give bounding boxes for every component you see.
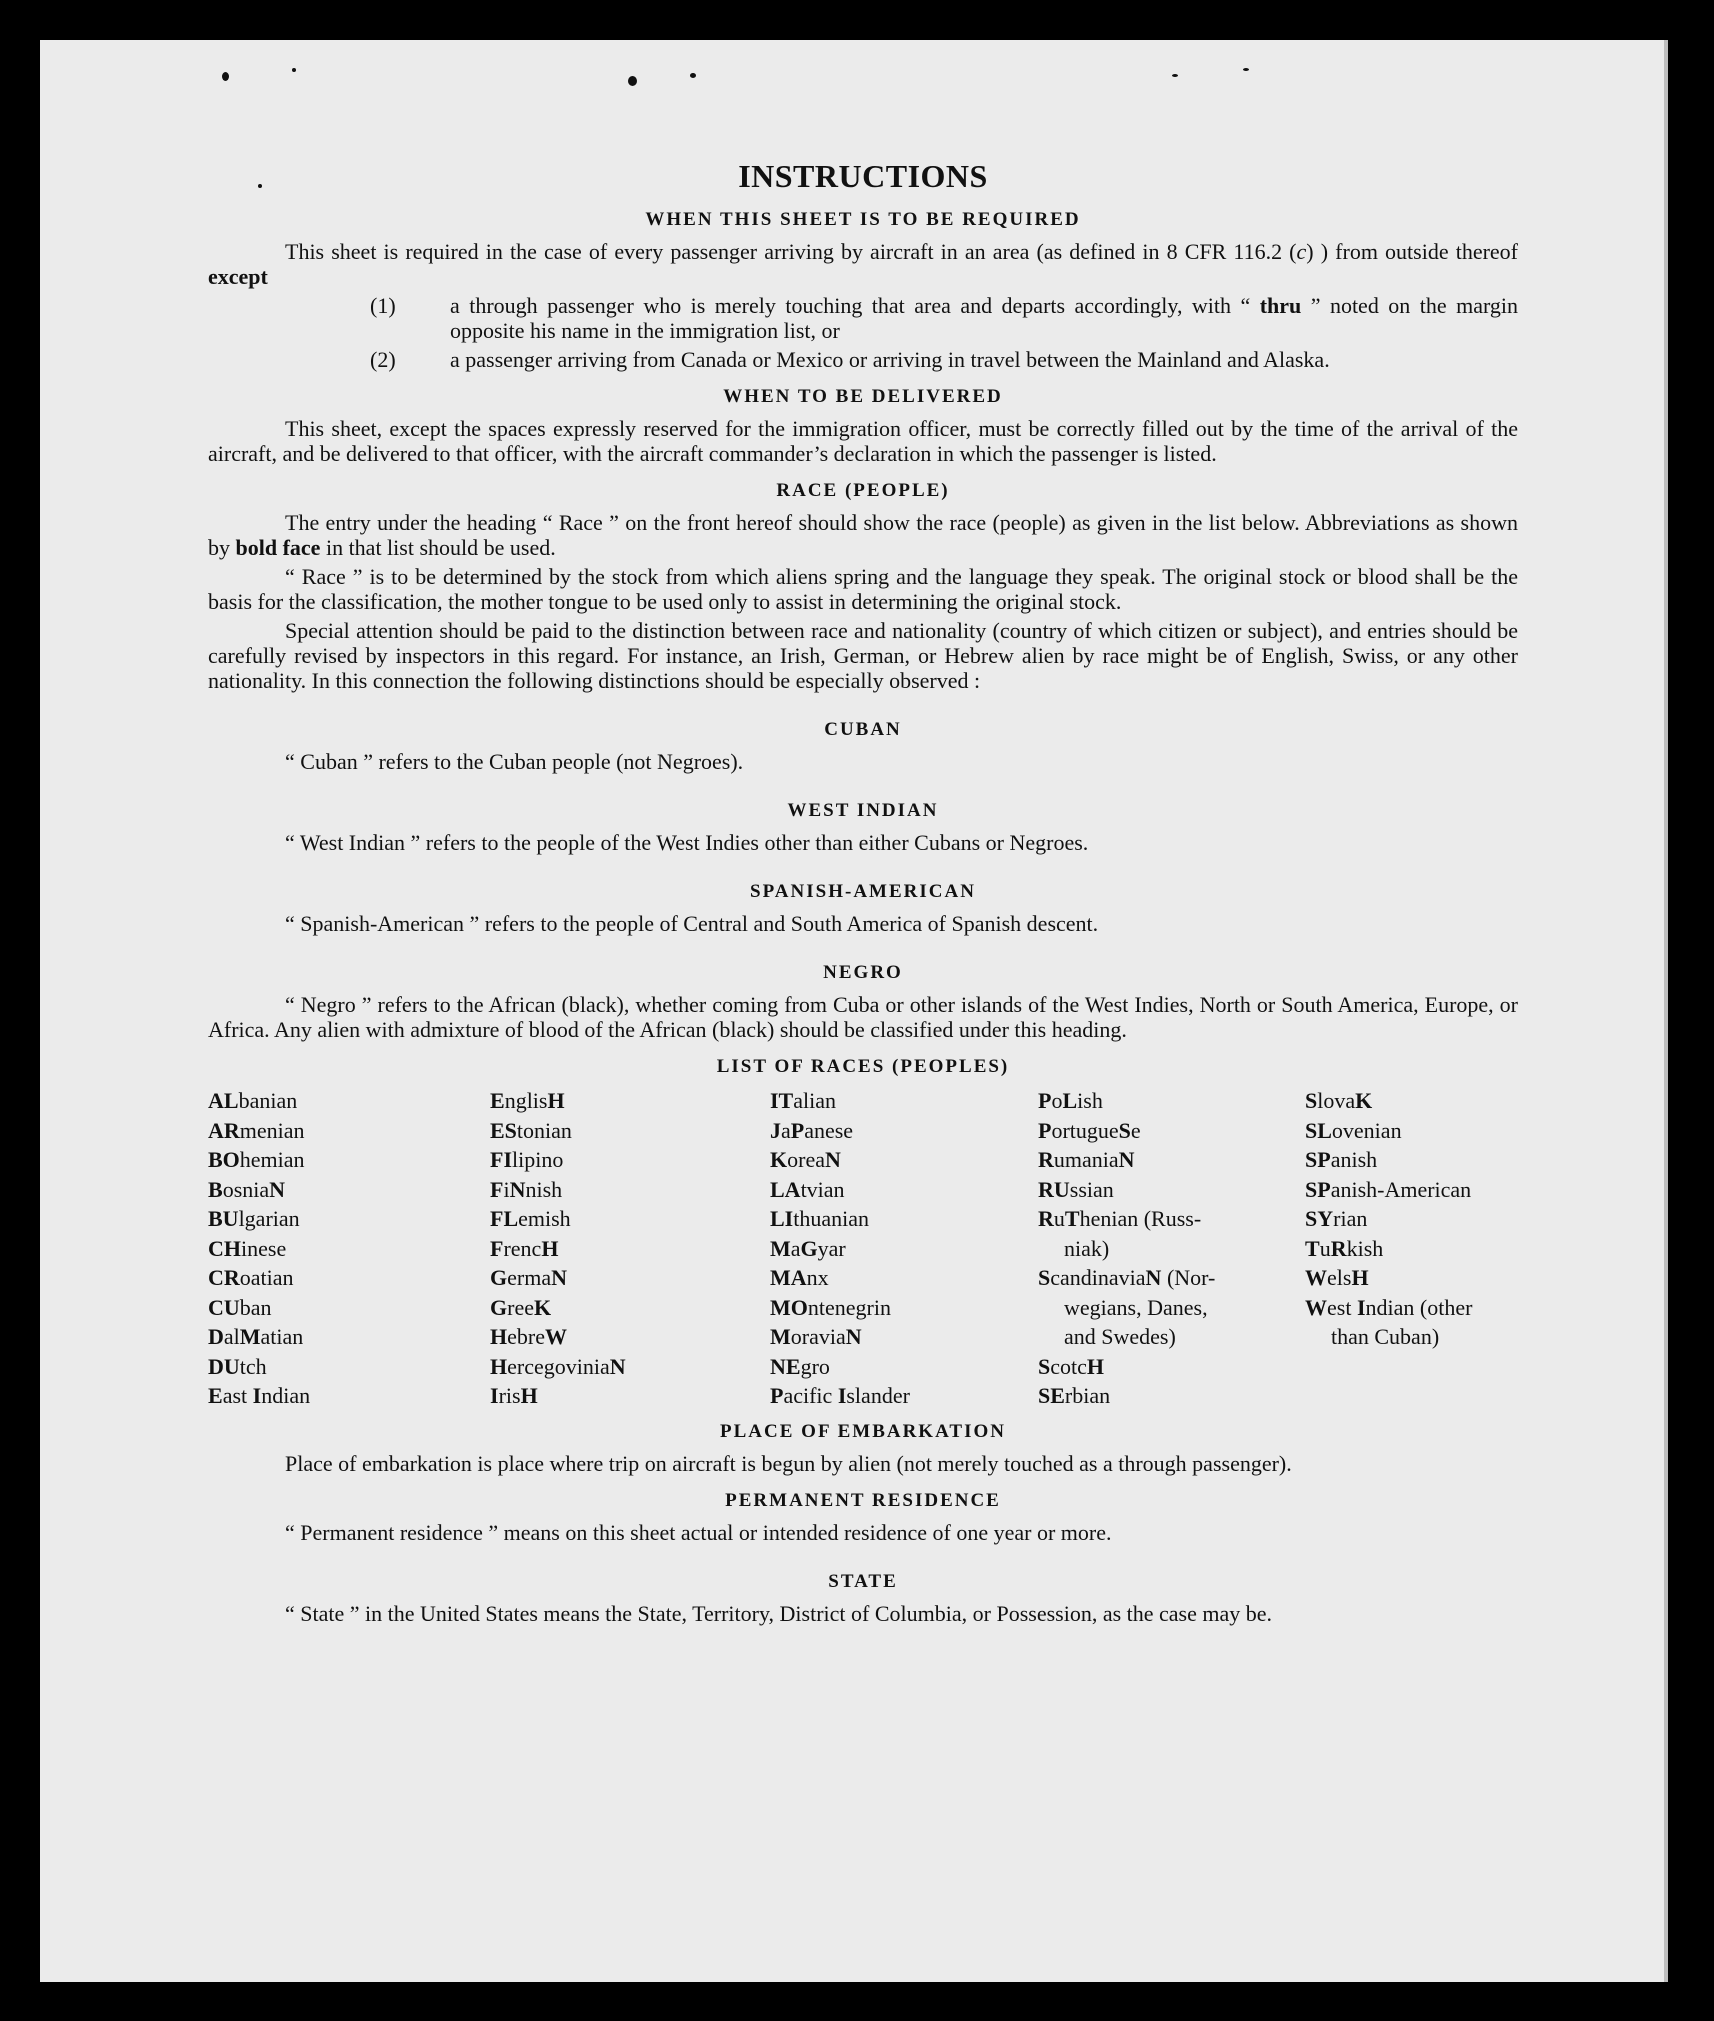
heading-when-delivered: WHEN TO BE DELIVERED bbox=[723, 386, 1003, 407]
heading-cuban: CUBAN bbox=[824, 719, 902, 740]
paragraph-embarkation: Place of embarkation is place where trip on aircraft is begun by alien (not merely touched as a through passenger). bbox=[285, 1450, 1292, 1476]
race-entry: MoraviaN bbox=[770, 1324, 862, 1349]
paragraph-race-1: The entry under the heading “ Race ” on the front hereof should show the race (people) as given in the list below. Abbreviations as shown by bold face in that list should be used. bbox=[208, 510, 1518, 560]
race-entry: SErbian bbox=[1038, 1383, 1111, 1408]
race-entry: RUssian bbox=[1038, 1176, 1114, 1202]
heading-permanent-residence: PERMANENT RESIDENCE bbox=[725, 1489, 1001, 1511]
document-body bbox=[208, 158, 1518, 1630]
race-entry: EnglisH bbox=[490, 1088, 565, 1113]
race-entry: and Swedes) bbox=[1064, 1324, 1176, 1349]
race-entry: LIthuanian bbox=[770, 1206, 870, 1231]
race-entry: MOntenegrin bbox=[770, 1294, 891, 1320]
race-entry: RumaniaN bbox=[1038, 1147, 1135, 1172]
heading-list-of-races: LIST OF RACES (PEOPLES) bbox=[716, 1056, 1010, 1077]
race-entry: SlovaK bbox=[1305, 1088, 1373, 1113]
race-entry: IrisH bbox=[490, 1383, 538, 1408]
exception-item-1: (1) a through passenger who is merely touching that area and departs accordingly, with “ thru ” noted on the margin opposite his name in the immigration list, or bbox=[370, 293, 1518, 343]
race-entry: MaGyar bbox=[770, 1235, 846, 1261]
race-entry: ALbanian bbox=[208, 1088, 298, 1113]
scan-speck bbox=[1243, 68, 1249, 71]
races-column bbox=[208, 1086, 490, 1411]
races-column bbox=[1038, 1086, 1305, 1411]
races-list bbox=[208, 1086, 1518, 1411]
race-entry: ARmenian bbox=[208, 1117, 305, 1143]
heading-west-indian: WEST INDIAN bbox=[787, 800, 939, 821]
paragraph-race-2: “ Race ” is to be determined by the stock from which aliens spring and the language they speak. The original stock or blood shall be the basis for the classification, the mother tongue to be used only to assist in determining the original stock. bbox=[208, 564, 1518, 614]
race-entry: Pacific Islander bbox=[770, 1383, 910, 1408]
race-entry: MAnx bbox=[770, 1265, 829, 1290]
paragraph-permanent-residence: “ Permanent residence ” means on this sheet actual or intended residence of one year or more. bbox=[285, 1519, 1112, 1545]
race-entry: RuThenian (Russ- bbox=[1038, 1206, 1202, 1231]
page-edge bbox=[1664, 40, 1668, 1982]
race-entry: HebreW bbox=[490, 1324, 567, 1349]
paragraph-when-required: This sheet is required in the case of every passenger arriving by aircraft in an area (as defined in 8 CFR 116.2 (c) ) from outside thereof except bbox=[208, 239, 1518, 289]
heading-spanish-american: SPANISH-AMERICAN bbox=[750, 881, 976, 902]
race-entry: BUlgarian bbox=[208, 1206, 300, 1231]
race-entry: niak) bbox=[1064, 1235, 1110, 1261]
race-entry: ScotcH bbox=[1038, 1353, 1105, 1379]
race-entry: than Cuban) bbox=[1331, 1324, 1440, 1349]
race-entry: FLemish bbox=[490, 1206, 571, 1231]
heading-embarkation: PLACE OF EMBARKATION bbox=[720, 1420, 1006, 1442]
race-entry: TuRkish bbox=[1305, 1235, 1384, 1261]
paragraph-negro: “ Negro ” refers to the African (black), whether coming from Cuba or other islands of the West Indies, North or South America, Europe, or Africa. Any alien with admixture of blood of the African (black) should be classified under this heading. bbox=[208, 992, 1518, 1042]
race-entry: PortugueSe bbox=[1038, 1117, 1141, 1143]
race-entry: BOhemian bbox=[208, 1147, 305, 1172]
race-entry: GreeK bbox=[490, 1294, 552, 1320]
paragraph-cuban: “ Cuban ” refers to the Cuban people (not Negroes). bbox=[285, 749, 744, 774]
race-entry: West Indian (other bbox=[1305, 1294, 1473, 1320]
race-entry: HercegoviniaN bbox=[490, 1353, 626, 1379]
race-entry: ITalian bbox=[770, 1088, 837, 1113]
paragraph-spanish-american: “ Spanish-American ” refers to the people of Central and South America of Spanish descent. bbox=[285, 911, 1099, 936]
race-entry: SPanish-American bbox=[1305, 1176, 1472, 1202]
scan-speck bbox=[292, 68, 296, 72]
race-entry: DUtch bbox=[208, 1353, 267, 1379]
scan-speck bbox=[690, 73, 696, 78]
race-entry: GermaN bbox=[490, 1265, 567, 1290]
exception-item-2: (2) a passenger arriving from Canada or Mexico or arriving in travel between the Mainland and Alaska. bbox=[370, 347, 1330, 372]
heading-race: RACE (PEOPLE) bbox=[776, 480, 950, 501]
race-entry: SLovenian bbox=[1305, 1117, 1402, 1143]
races-column bbox=[1305, 1086, 1518, 1411]
race-entry: SYrian bbox=[1305, 1206, 1368, 1231]
race-entry: SPanish bbox=[1305, 1147, 1378, 1172]
paragraph-when-delivered: This sheet, except the spaces expressly reserved for the immigration officer, must be correctly filled out by the time of the arrival of the aircraft, and be delivered to that officer, with the aircraft commander’s declaration in which the passenger is listed. bbox=[208, 416, 1518, 466]
race-entry: BosniaN bbox=[208, 1176, 286, 1202]
race-entry: WelsH bbox=[1305, 1265, 1369, 1290]
race-entry: JaPanese bbox=[770, 1117, 854, 1143]
races-column bbox=[490, 1086, 770, 1411]
scan-speck bbox=[628, 76, 637, 86]
races-column bbox=[770, 1086, 1038, 1411]
heading-when-required: WHEN THIS SHEET IS TO BE REQUIRED bbox=[645, 209, 1081, 230]
race-entry: CHinese bbox=[208, 1235, 287, 1261]
paragraph-state: “ State ” in the United States means the State, Territory, District of Columbia, or Possession, as the case may be. bbox=[285, 1600, 1273, 1626]
scan-speck bbox=[222, 72, 229, 81]
race-entry: wegians, Danes, bbox=[1064, 1294, 1208, 1320]
document-page bbox=[40, 40, 1668, 1982]
race-entry: East Indian bbox=[208, 1383, 311, 1408]
race-entry: NEgro bbox=[770, 1353, 830, 1379]
paragraph-west-indian: “ West Indian ” refers to the people of the West Indies other than either Cubans or Negroes. bbox=[285, 830, 1089, 855]
race-entry: KoreaN bbox=[770, 1147, 841, 1172]
heading-negro: NEGRO bbox=[823, 962, 903, 983]
race-entry: CUban bbox=[208, 1294, 272, 1320]
race-entry: ScandinaviaN (Nor- bbox=[1038, 1265, 1216, 1290]
page-title: INSTRUCTIONS bbox=[738, 158, 988, 194]
scan-speck bbox=[1172, 74, 1178, 77]
race-entry: LAtvian bbox=[770, 1176, 845, 1202]
race-entry: EStonian bbox=[490, 1117, 572, 1143]
paragraph-race-3: Special attention should be paid to the distinction between race and nationality (country of which citizen or subject), and entries should be carefully revised by inspectors in this regard. For instance, an Irish, German, or Hebrew alien by race might be of English, Swiss, or any other nationality. In this connection the following distinctions should be especially observed : bbox=[208, 618, 1518, 693]
race-entry: DalMatian bbox=[208, 1324, 304, 1349]
race-entry: PoLish bbox=[1038, 1088, 1103, 1113]
race-entry: FiNnish bbox=[490, 1176, 563, 1202]
race-entry: CRoatian bbox=[208, 1265, 294, 1290]
race-entry: FrencH bbox=[490, 1235, 559, 1261]
heading-state: STATE bbox=[828, 1570, 898, 1592]
race-entry: FIlipino bbox=[490, 1147, 564, 1172]
